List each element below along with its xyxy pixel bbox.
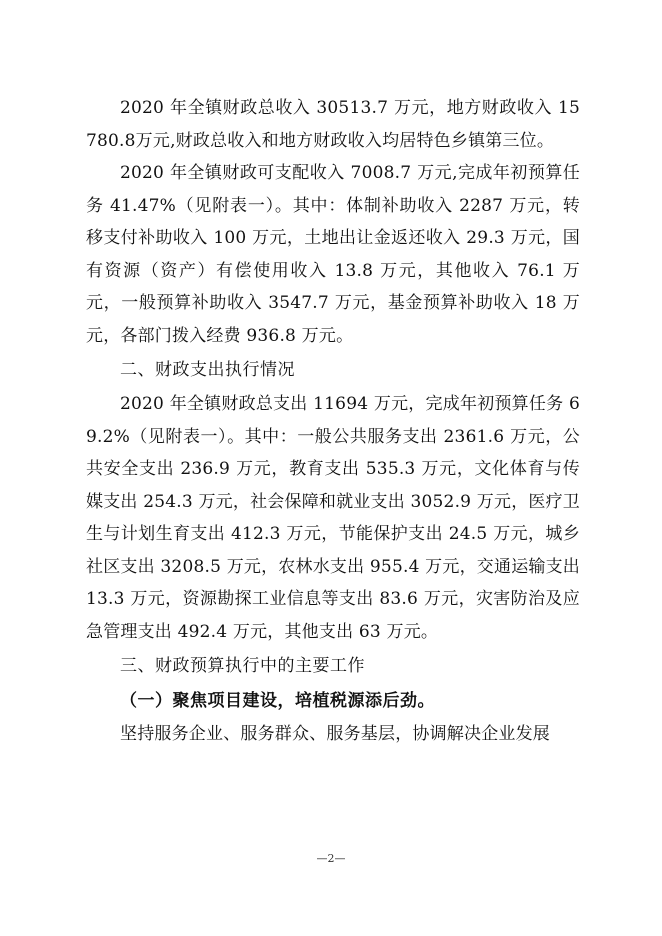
subsection-heading-project-construction: （一）聚焦项目建设，培植税源添后劲。 — [120, 691, 435, 711]
paragraph-service-enterprises: 坚持服务企业、服务群众、服务基层，协调解决企业发展 — [120, 724, 550, 744]
section-heading-main-work: 三、财政预算执行中的主要工作 — [120, 656, 365, 676]
section-heading-expenditure: 二、财政支出执行情况 — [120, 360, 295, 380]
document-body — [86, 92, 580, 751]
paragraph-total-expenditure: 2020 年全镇财政总支出 11694 万元，完成年初预算任务 69.2%（见附表一）。其中：一般公共服务支出 2361.6 万元，公共安全支出 236.9 万元，教育支出 535.3 万元，文化体育与传媒支出 254.3 万元，社会保障和就业支出 3052.9 万元，医疗卫生与计划生育支出 412.3 万元，节能保护支出 24.5 万元，城乡社区支出 3208.5 万元，农林水支出 955.4 万元，交通运输支出 13.3 万元，资源勘探工业信息等支出 83.6 万元，灾害防治及应急管理支出 492.4 万元，其他支出 63 万元。 — [86, 394, 580, 642]
page-number: —2— — [316, 852, 346, 865]
paragraph-disposable-revenue: 2020 年全镇财政可支配收入 7008.7 万元,完成年初预算任务 41.47%（见附表一）。其中：体制补助收入 2287 万元，转移支付补助收入 100 万元，土地出让金返还收入 29.3 万元，国有资源（资产）有偿使用收入 13.8 万元，其他收入 76.1 万元，一般预算补助收入 3547.7 万元，基金预算补助收入 18 万元，各部门拨入经费 936.8 万元。 — [86, 163, 580, 346]
paragraph-total-revenue: 2020 年全镇财政总收入 30513.7 万元，地方财政收入 15780.8万元,财政总收入和地方财政收入均居特色乡镇第三位。 — [86, 98, 580, 151]
